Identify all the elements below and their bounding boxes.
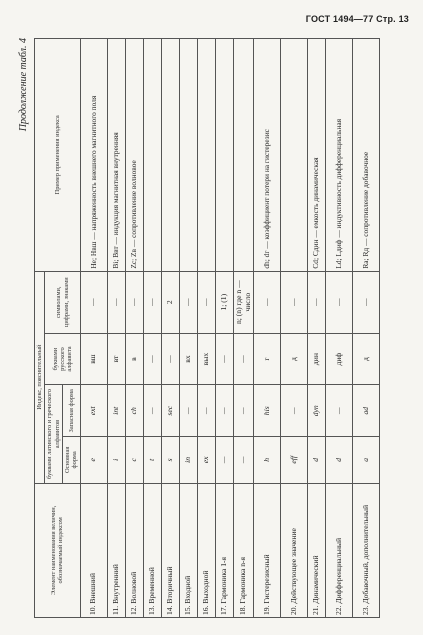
header-main-form: Основная форма [63,437,81,484]
row-name: 15. Входной [179,483,197,617]
row-symbols: — [197,271,215,333]
row-symbols: — [254,271,281,333]
table-row [161,39,179,618]
row-symbols: — [281,271,308,333]
row-russian: — [143,333,161,385]
row-example: Cd; Cдин — емкость динамическая [308,39,326,272]
header-alt-form: Запасная форма [63,385,81,437]
row-symbols: — [308,271,326,333]
header-symbols: символами, цифрами, знаками [45,271,80,333]
row-alt-form: — [179,385,197,437]
row-name: 16. Выходной [197,483,215,617]
row-example [161,39,179,272]
row-alt-form: int [107,385,125,437]
row-example [233,39,253,272]
row-alt-form: — [197,385,215,437]
header-element: Элемент наименования величин, обозначаемый индексом [35,483,81,617]
row-symbols: 2 [161,271,179,333]
header-index-group: Индекс, пояснительный [35,271,45,483]
row-main-form: e [80,437,107,484]
row-russian: д [353,333,380,385]
row-russian: д [281,333,308,385]
row-main-form: — [215,437,233,484]
row-alt-form: ch [125,385,143,437]
row-alt-form: ext [80,385,107,437]
row-example [143,39,161,272]
row-main-form: i [107,437,125,484]
table-row [143,39,161,618]
row-symbols: — [125,271,143,333]
row-symbols: — [353,271,380,333]
row-example: He; Hвш — напряженность внешнего магнитного поля [80,39,107,272]
row-symbols: 1; (1) [215,271,233,333]
row-alt-form: dyn [308,385,326,437]
header-example: Пример применения индекса [35,39,81,272]
row-russian: диф [326,333,353,385]
table-row [215,39,233,618]
row-example [215,39,233,272]
row-example [281,39,308,272]
row-alt-form: sec [161,385,179,437]
row-main-form: — [233,437,253,484]
row-symbols: — [80,271,107,333]
table-row [308,39,326,618]
row-name: 12. Волновой [125,483,143,617]
row-russian: вых [197,333,215,385]
row-main-form: a [353,437,380,484]
index-table [34,38,380,618]
table-row [326,39,353,618]
row-main-form: in [179,437,197,484]
row-example [179,39,197,272]
row-alt-form: — [281,385,308,437]
row-name: 18. Гармоника n-я [233,483,253,617]
row-name: 13. Временной [143,483,161,617]
table-row [353,39,380,618]
row-main-form: s [161,437,179,484]
row-example: Ld; Lдиф — индуктивность дифференциальная [326,39,353,272]
row-russian: вх [179,333,197,385]
table-row [125,39,143,618]
row-name: 21. Динамический [308,483,326,617]
row-example: dh; dг — коэффициент потери на гистерезис [254,39,281,272]
row-main-form: d [326,437,353,484]
row-symbols: n; (n) где n — число [233,271,253,333]
row-russian: вш [80,333,107,385]
row-main-form: c [125,437,143,484]
row-russian: дин [308,333,326,385]
row-name: 17. Гармоника 1-я [215,483,233,617]
row-alt-form: — [215,385,233,437]
page-header: ГОСТ 1494—77 Стр. 13 [305,14,409,24]
row-symbols: — [143,271,161,333]
header-latin-greek: буквами латинского и греческого алфавитов [45,385,63,483]
row-main-form: h [254,437,281,484]
row-main-form: t [143,437,161,484]
table-row [179,39,197,618]
row-russian: — [161,333,179,385]
row-symbols: — [179,271,197,333]
header-russian: буквами русского алфавита [45,333,80,385]
table-row [254,39,281,618]
row-alt-form: ad [353,385,380,437]
row-alt-form: his [254,385,281,437]
row-example: Zc; Zв — сопротивление волновое [125,39,143,272]
row-symbols: — [107,271,125,333]
row-russian: — [233,333,253,385]
row-name: 20. Действующее значение [281,483,308,617]
row-russian: — [215,333,233,385]
row-russian: г [254,333,281,385]
row-main-form: d [308,437,326,484]
row-name: 14. Вторичный [161,483,179,617]
row-alt-form: — [326,385,353,437]
row-alt-form: — [143,385,161,437]
row-russian: вт [107,333,125,385]
row-symbols: — [326,271,353,333]
table-row [107,39,125,618]
row-name: 10. Внешний [80,483,107,617]
row-example: Bi; Bвт — индукция магнитная внутренняя [107,39,125,272]
table-row [233,39,253,618]
table-row [80,39,107,618]
table-continued-label: Продолжение табл. 4 [18,38,29,132]
row-name: 23. Добавочный, дополнительный [353,483,380,617]
row-name: 19. Гистерезисный [254,483,281,617]
row-russian: в [125,333,143,385]
row-example: Ra; Rд — сопротивление добавочное [353,39,380,272]
row-main-form: ex [197,437,215,484]
table-row [197,39,215,618]
table-row [281,39,308,618]
row-alt-form: — [233,385,253,437]
row-name: 22. Дифференциальный [326,483,353,617]
row-name: 11. Внутренний [107,483,125,617]
row-example [197,39,215,272]
rotated-table-sheet [18,38,408,618]
row-main-form: eff [281,437,308,484]
